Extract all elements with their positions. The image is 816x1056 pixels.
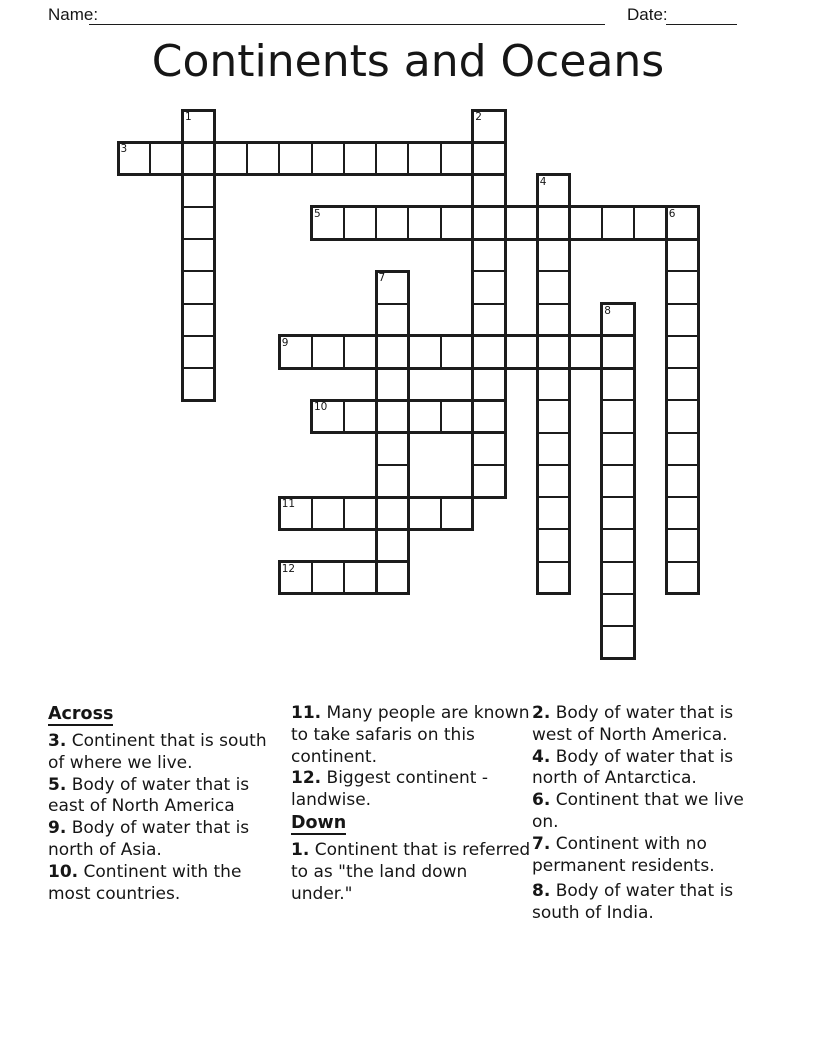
cell-number-5: 5 [314,207,321,220]
cell-separator [343,142,345,174]
cell-separator [601,336,603,368]
clue-header-down-label: Down [291,812,347,833]
crossword-grid [118,110,704,664]
cell-number-6: 6 [668,207,676,220]
cell-separator [183,206,215,208]
clue-5-across: 5. Body of water that is east of North America [48,774,250,817]
cell-separator [666,528,698,530]
cell-number-3: 3 [120,143,128,156]
clue-column-2 [291,703,532,905]
cell-separator [440,400,442,432]
clue-9-across: 9. Body of water that is north of Asia. [48,818,250,860]
cell-separator [407,497,409,529]
cell-separator [633,207,635,239]
name-underline [89,24,605,25]
cell-separator [473,303,505,305]
cell-separator [473,464,505,466]
cell-separator [183,367,215,369]
clue-number: 10. [48,861,79,882]
cell-number-4: 4 [539,175,547,188]
cell-separator [375,207,377,239]
cell-number-9: 9 [281,336,289,349]
clue-number: 2. [532,703,551,723]
cell-separator [407,142,409,174]
cell-separator [375,400,377,432]
clue-3-across: 3. Continent that is south of where we live. [48,731,267,773]
clue-10-across: 10. Continent with the most countries. [48,861,242,904]
clue-4-down: 4. Body of water that is north of Antarctica. [532,746,734,789]
cell-separator [343,336,345,368]
cell-separator [666,270,698,272]
cell-separator [183,238,215,240]
cell-separator [343,497,345,529]
clue-header-down [291,812,532,834]
cell-separator [666,464,698,466]
cell-number-10: 10 [314,401,328,414]
cell-separator [666,238,698,240]
cell-separator [537,561,569,563]
clue-number: 12. [291,768,322,789]
clue-number: 6. [532,790,551,811]
word-outline-9-across [278,334,636,369]
cell-separator [536,336,538,368]
cell-separator [473,270,505,272]
cell-separator [376,303,408,305]
clue-number: 4. [532,746,551,767]
clue-column-1 [48,703,268,905]
cell-separator [311,497,313,529]
cell-separator [537,496,569,498]
cell-separator [375,336,377,368]
cell-separator [440,497,442,529]
cell-separator [666,399,698,401]
cell-separator [343,562,345,594]
clue-header-across [48,703,268,725]
cell-separator [537,270,569,272]
clue-number: 7. [532,833,551,854]
cell-number-2: 2 [475,111,482,123]
cell-separator [666,335,698,337]
cell-separator [602,593,634,595]
clue-7-down: 7. Continent with no permanent residents. [532,833,715,876]
cell-separator [602,399,634,401]
cell-separator [569,336,571,368]
clue-12-across: 12. Biggest continent - landwise. [291,768,489,811]
cell-separator [183,335,215,337]
cell-separator [537,303,569,305]
clue-1-down: 1. Continent that is referred to as "the land down under." [291,839,531,904]
cell-separator [246,142,248,174]
clue-number: 1. [291,839,310,860]
cell-separator [602,464,634,466]
cell-separator [602,432,634,434]
cell-separator [472,207,474,239]
cell-separator [311,142,313,174]
cell-separator [666,561,698,563]
date-underline [666,24,737,25]
cell-separator [537,399,569,401]
cell-separator [407,207,409,239]
cell-separator [666,496,698,498]
clue-8-down: 8. Body of water that is south of India. [532,881,734,924]
cell-separator [407,336,409,368]
cell-separator [440,336,442,368]
cell-separator [537,432,569,434]
cell-separator [472,142,474,174]
cell-separator [602,496,634,498]
clue-number: 3. [48,731,67,751]
cell-separator [375,497,377,529]
cell-separator [149,142,151,174]
cell-separator [569,207,571,239]
clue-6-down: 6. Continent that we live on. [532,790,744,832]
clue-column-3 [532,703,758,925]
clue-number: 9. [48,818,67,839]
clue-header-across-label: Across [48,704,114,724]
cell-separator [666,303,698,305]
cell-separator [536,207,538,239]
cell-separator [183,303,215,305]
cell-separator [183,270,215,272]
cell-separator [182,142,184,174]
cell-separator [375,562,377,594]
cell-separator [343,207,345,239]
cell-number-8: 8 [604,304,611,317]
cell-separator [504,207,506,239]
clue-2-down: 2. Body of water that is west of North America. [532,703,734,745]
cell-number-1: 1 [185,111,192,123]
cell-number-7: 7 [378,272,386,285]
cell-separator [376,464,408,466]
cell-separator [504,336,506,368]
page-title: Continents and Oceans [151,36,665,87]
cell-separator [537,528,569,530]
date-label: Date: [627,5,668,24]
clue-11-across: 11. Many people are known to take safaris on this continent. [291,703,530,767]
cell-separator [311,562,313,594]
clue-number: 11. [291,703,322,723]
name-label: Name: [48,5,99,24]
cell-separator [407,400,409,432]
cell-separator [278,142,280,174]
cell-separator [537,464,569,466]
clue-number: 5. [48,774,67,795]
cell-number-11: 11 [281,498,296,510]
cell-separator [666,367,698,369]
cell-separator [602,625,634,627]
cell-separator [343,400,345,432]
cell-separator [311,336,313,368]
cell-separator [440,207,442,239]
cell-separator [214,142,216,174]
cell-separator [666,432,698,434]
cell-separator [601,207,603,239]
clue-number: 8. [532,881,551,902]
cell-separator [440,142,442,174]
cell-separator [602,561,634,563]
cell-separator [375,142,377,174]
cell-separator [472,336,474,368]
cell-separator [472,400,474,432]
cell-separator [602,528,634,530]
cell-number-12: 12 [281,562,296,575]
